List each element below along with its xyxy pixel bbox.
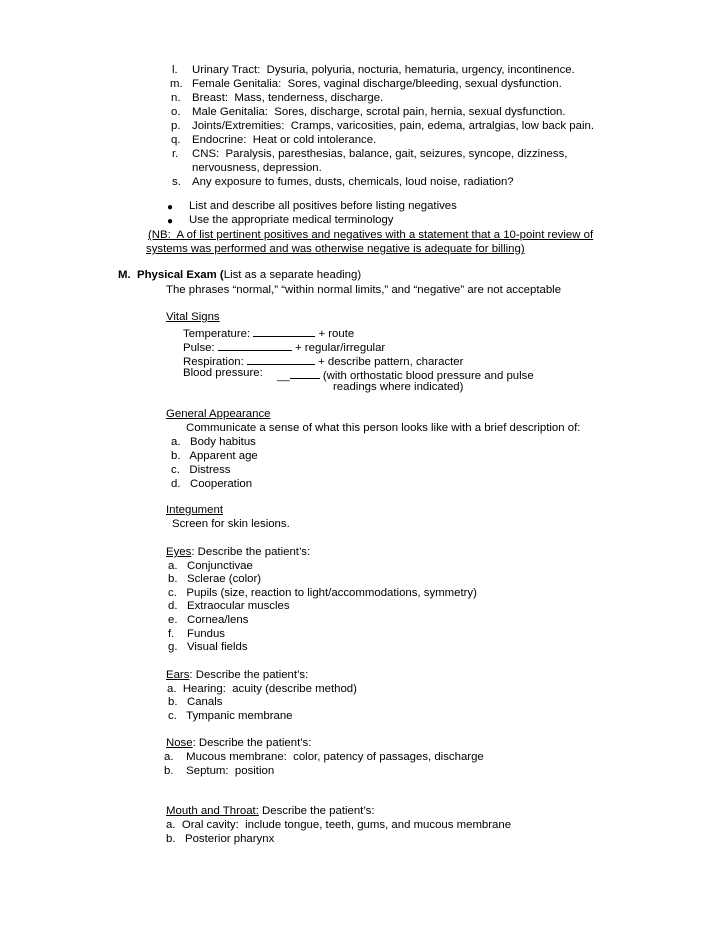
pulse-blank xyxy=(218,339,292,351)
section-note: The phrases “normal,” “within normal limits,” and “negative” are not acceptable xyxy=(166,284,562,296)
mouth-heading-line xyxy=(166,805,375,819)
list-letter: n. xyxy=(171,92,181,104)
list-letter: r. xyxy=(172,148,179,160)
bp-label: Blood pressure: xyxy=(183,367,263,379)
temperature-suffix: + route xyxy=(315,328,355,340)
bullet-icon: ● xyxy=(167,216,174,227)
ears-heading: Ears xyxy=(166,669,190,681)
list-item: a. Oral cavity: include tongue, teeth, gums, and mucous membrane xyxy=(166,819,512,831)
list-item: Male Genitalia: Sores, discharge, scrotal pain, hernia, sexual dysfunction. xyxy=(192,106,566,118)
respiration-suffix: + describe pattern, character xyxy=(314,356,464,368)
eyes-heading-line xyxy=(166,546,310,560)
list-item: d. Extraocular muscles xyxy=(168,600,290,612)
list-item: Breast: Mass, tenderness, discharge. xyxy=(192,92,384,104)
list-item: b. Apparent age xyxy=(171,450,258,462)
nose-heading: Nose xyxy=(166,737,193,749)
nose-heading-line xyxy=(166,737,311,751)
bullet-item: Use the appropriate medical terminology xyxy=(189,214,394,226)
general-heading: General Appearance xyxy=(166,408,271,420)
list-item: Any exposure to fumes, dusts, chemicals, loud noise, radiation? xyxy=(192,176,514,188)
respiration-blank xyxy=(247,353,315,365)
eyes-heading: Eyes xyxy=(166,546,192,558)
list-item: c. Pupils (size, reaction to light/accommodations, symmetry) xyxy=(168,587,477,599)
bp-suffix-line2: readings where indicated) xyxy=(333,381,464,393)
section-label: M. Physical Exam ( xyxy=(118,269,224,281)
bp-blank xyxy=(290,367,320,379)
ears-heading-line xyxy=(166,669,308,683)
list-item: a. Conjunctivae xyxy=(168,560,253,572)
list-letter: m. xyxy=(170,78,183,90)
general-intro: Communicate a sense of what this person looks like with a brief description of: xyxy=(186,422,581,434)
section-heading xyxy=(118,269,361,283)
nb-note-line1: (NB: A of list pertinent positives and negatives with a statement that a 10-point review of xyxy=(148,229,594,241)
list-letter: o. xyxy=(171,106,181,118)
integument-text: Screen for skin lesions. xyxy=(172,518,290,530)
list-item: f. Fundus xyxy=(168,628,225,640)
mouth-heading: Mouth and Throat: xyxy=(166,805,259,817)
list-letter: s. xyxy=(172,176,181,188)
list-item: Endocrine: Heat or cold intolerance. xyxy=(192,134,377,146)
list-letter: p. xyxy=(171,120,181,132)
list-item: c. Distress xyxy=(171,464,231,476)
list-item: Female Genitalia: Sores, vaginal discharge/bleeding, sexual dysfunction. xyxy=(192,78,562,90)
ears-intro: : Describe the patient’s: xyxy=(189,669,309,681)
mouth-intro: Describe the patient’s: xyxy=(258,805,375,817)
bullet-icon: ● xyxy=(167,202,174,213)
list-letter: q. xyxy=(171,134,181,146)
section-label-rest: List as a separate heading) xyxy=(223,269,362,281)
list-item: CNS: Paralysis, paresthesias, balance, gait, seizures, syncope, dizziness, xyxy=(192,148,568,160)
temperature-label: Temperature: xyxy=(183,328,254,340)
list-item: e. Cornea/lens xyxy=(168,614,249,626)
bp-suffix: (with orthostatic blood pressure and pulse xyxy=(319,370,534,382)
pulse-suffix: + regular/irregular xyxy=(291,342,386,354)
list-item: a. Hearing: acuity (describe method) xyxy=(167,683,357,695)
pulse-label: Pulse: xyxy=(183,342,218,354)
list-item: Urinary Tract: Dysuria, polyuria, nocturia, hematuria, urgency, incontinence. xyxy=(192,64,575,76)
list-item: nervousness, depression. xyxy=(192,162,322,174)
bp-prefix: __ xyxy=(277,370,290,382)
vital-signs-heading: Vital Signs xyxy=(166,311,220,323)
list-item: a. Mucous membrane: color, patency of passages, discharge xyxy=(164,751,484,763)
temperature-blank xyxy=(253,325,315,337)
eyes-intro: : Describe the patient’s: xyxy=(191,546,311,558)
list-item: d. Cooperation xyxy=(171,478,253,490)
integument-heading: Integument xyxy=(166,504,223,516)
list-item: a. Body habitus xyxy=(171,436,256,448)
list-item: c. Tympanic membrane xyxy=(168,710,293,722)
bullet-item: List and describe all positives before listing negatives xyxy=(189,200,457,212)
list-item: b. Posterior pharynx xyxy=(166,833,275,845)
list-letter: l. xyxy=(172,64,178,76)
list-item: b. Canals xyxy=(168,696,223,708)
respiration-label: Respiration: xyxy=(183,356,247,368)
list-item: b. Sclerae (color) xyxy=(168,573,262,585)
list-item: b. Septum: position xyxy=(164,765,275,777)
list-item: Joints/Extremities: Cramps, varicosities, pain, edema, artralgias, low back pain. xyxy=(192,120,594,132)
nose-intro: : Describe the patient’s: xyxy=(192,737,312,749)
nb-note-line2: systems was performed and was otherwise negative is adequate for billing) xyxy=(146,243,525,255)
list-item: g. Visual fields xyxy=(168,641,248,653)
